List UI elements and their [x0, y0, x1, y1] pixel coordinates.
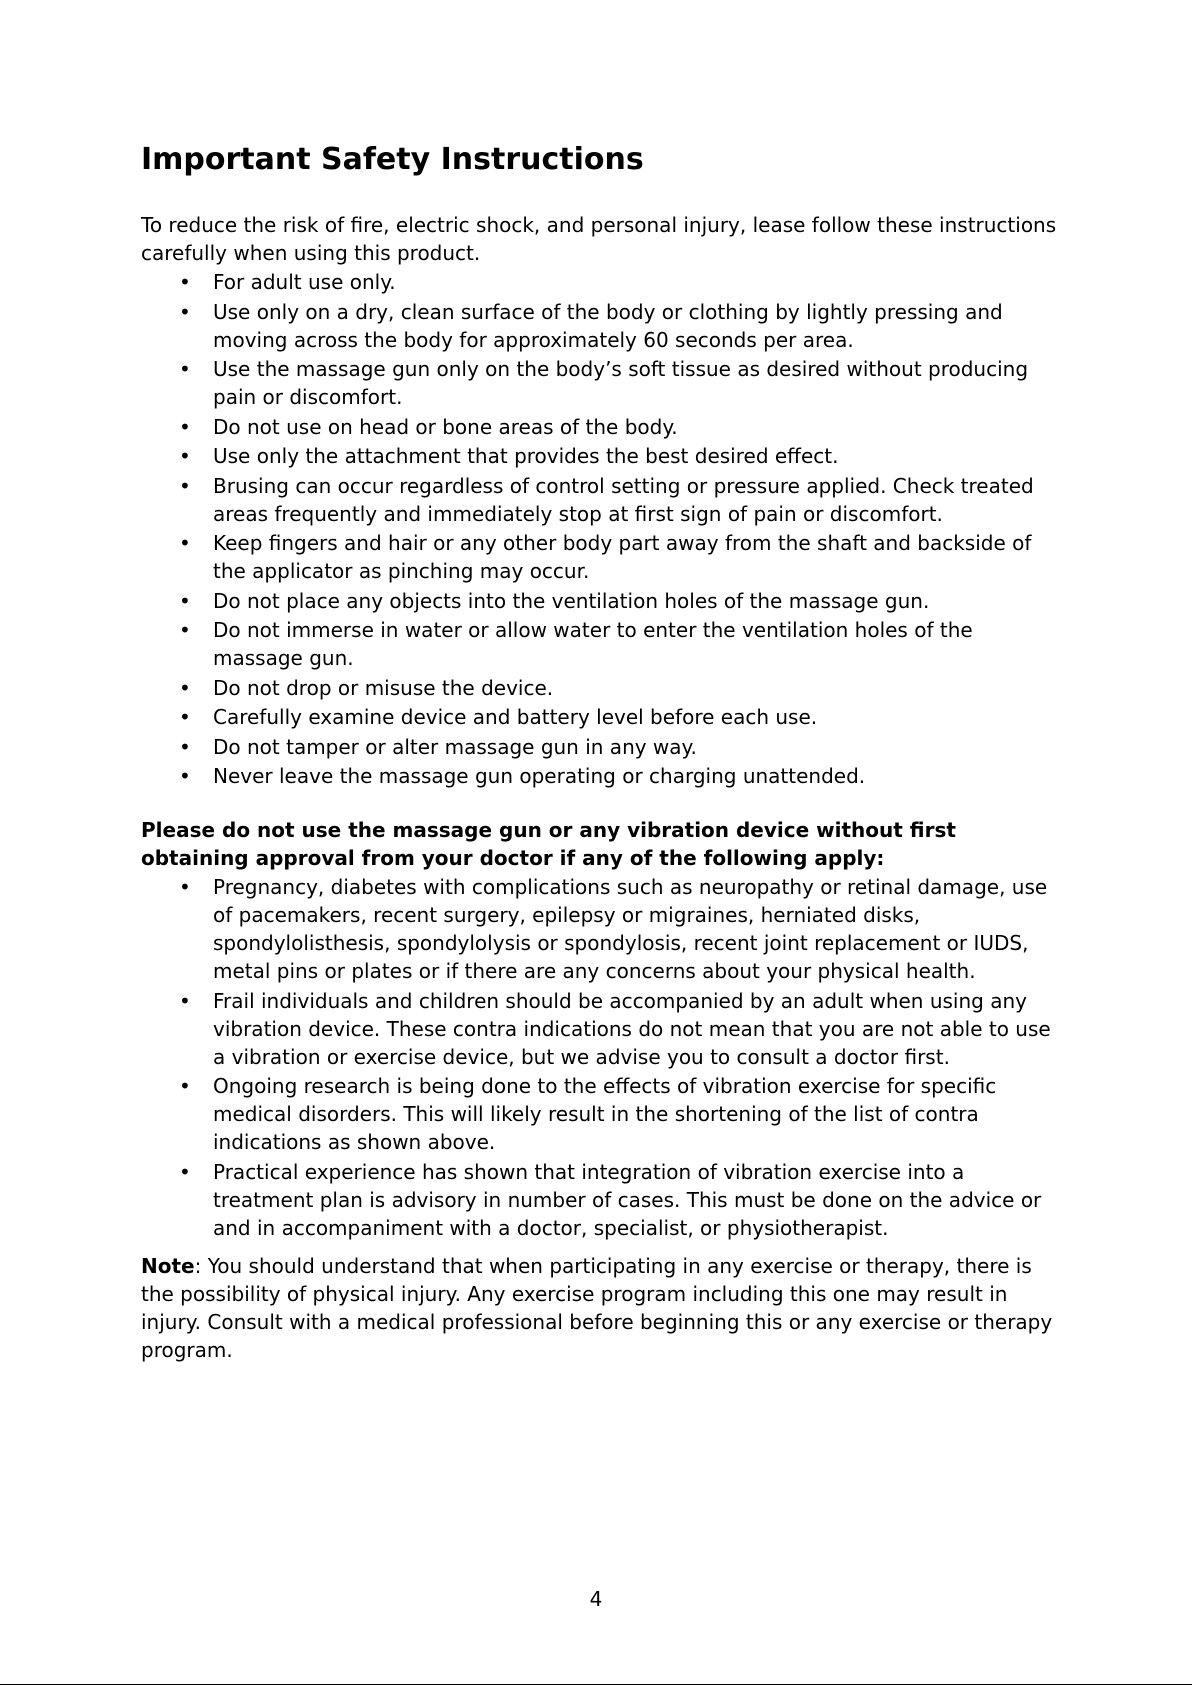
intro-paragraph: To reduce the risk of fire, electric shock, and personal injury, lease follow these instructions carefully when using this product.	[141, 213, 1057, 265]
list-item: • Use only the attachment that provides the best desired effect.	[141, 442, 1061, 470]
list-item: • Do not use on head or bone areas of the body.	[141, 413, 1061, 441]
list-item: • Do not drop or misuse the device.	[141, 674, 1061, 702]
list-item: • Do not tamper or alter massage gun in any way.	[141, 733, 1061, 761]
list-item: • Keep fingers and hair or any other body part away from the shaft and backside of the applicator as pinching may occur.	[141, 529, 1061, 585]
page-title: Important Safety Instructions	[141, 142, 644, 177]
list-item: • Use the massage gun only on the body’s soft tissue as desired without producing pain or discomfort.	[141, 355, 1061, 411]
list-item: • Never leave the massage gun operating or charging unattended.	[141, 762, 1061, 790]
list-item: • Brusing can occur regardless of control setting or pressure applied. Check treated areas frequently and immediately stop at first sign of pain or discomfort.	[141, 472, 1061, 528]
list-item: • Frail individuals and children should be accompanied by an adult when using any vibration device. These contra indications do not mean that you are not able to use a vibration or exercise device, but we advise you to consult a doctor first.	[141, 987, 1061, 1071]
list-item: • Practical experience has shown that integration of vibration exercise into a treatment plan is advisory in number of cases. This must be done on the advice or and in accompaniment with a doctor, specialist, or physiotherapist.	[141, 1158, 1061, 1242]
safety-list	[141, 268, 1061, 790]
contraindication-list	[141, 873, 1061, 1242]
note-label: Note	[141, 1253, 195, 1278]
note-paragraph	[141, 1252, 1061, 1364]
list-item: • Use only on a dry, clean surface of the body or clothing by lightly pressing and moving across the body for approximately 60 seconds per area.	[141, 298, 1061, 354]
list-item: • For adult use only.	[141, 268, 1061, 296]
page-content	[141, 138, 1061, 1364]
list-item: • Pregnancy, diabetes with complications such as neuropathy or retinal damage, use of pacemakers, recent surgery, epilepsy or migraines, herniated disks, spondylolisthesis, spondylolysis or spondylosis, recent joint replacement or IUDS, metal pins or plates or if there are any concerns about your physical health.	[141, 873, 1061, 985]
page-number: 4	[589, 1587, 603, 1611]
note-text: : You should understand that when participating in any exercise or therapy, there is the possibility of physical injury. Any exercise program including this one may result in injury. Consult with a medical professional before beginning this or any exercise or therapy program.	[141, 1253, 1053, 1362]
warning-heading: Please do not use the massage gun or any vibration device without first obtaining approval from your doctor if any of the following apply:	[141, 818, 956, 870]
list-item: • Carefully examine device and battery level before each use.	[141, 703, 1061, 731]
list-item: • Do not immerse in water or allow water to enter the ventilation holes of the massage gun.	[141, 616, 1061, 672]
list-item: • Do not place any objects into the ventilation holes of the massage gun.	[141, 587, 1061, 615]
list-item: • Ongoing research is being done to the effects of vibration exercise for specific medical disorders. This will likely result in the shortening of the list of contra indications as shown above.	[141, 1072, 1061, 1156]
